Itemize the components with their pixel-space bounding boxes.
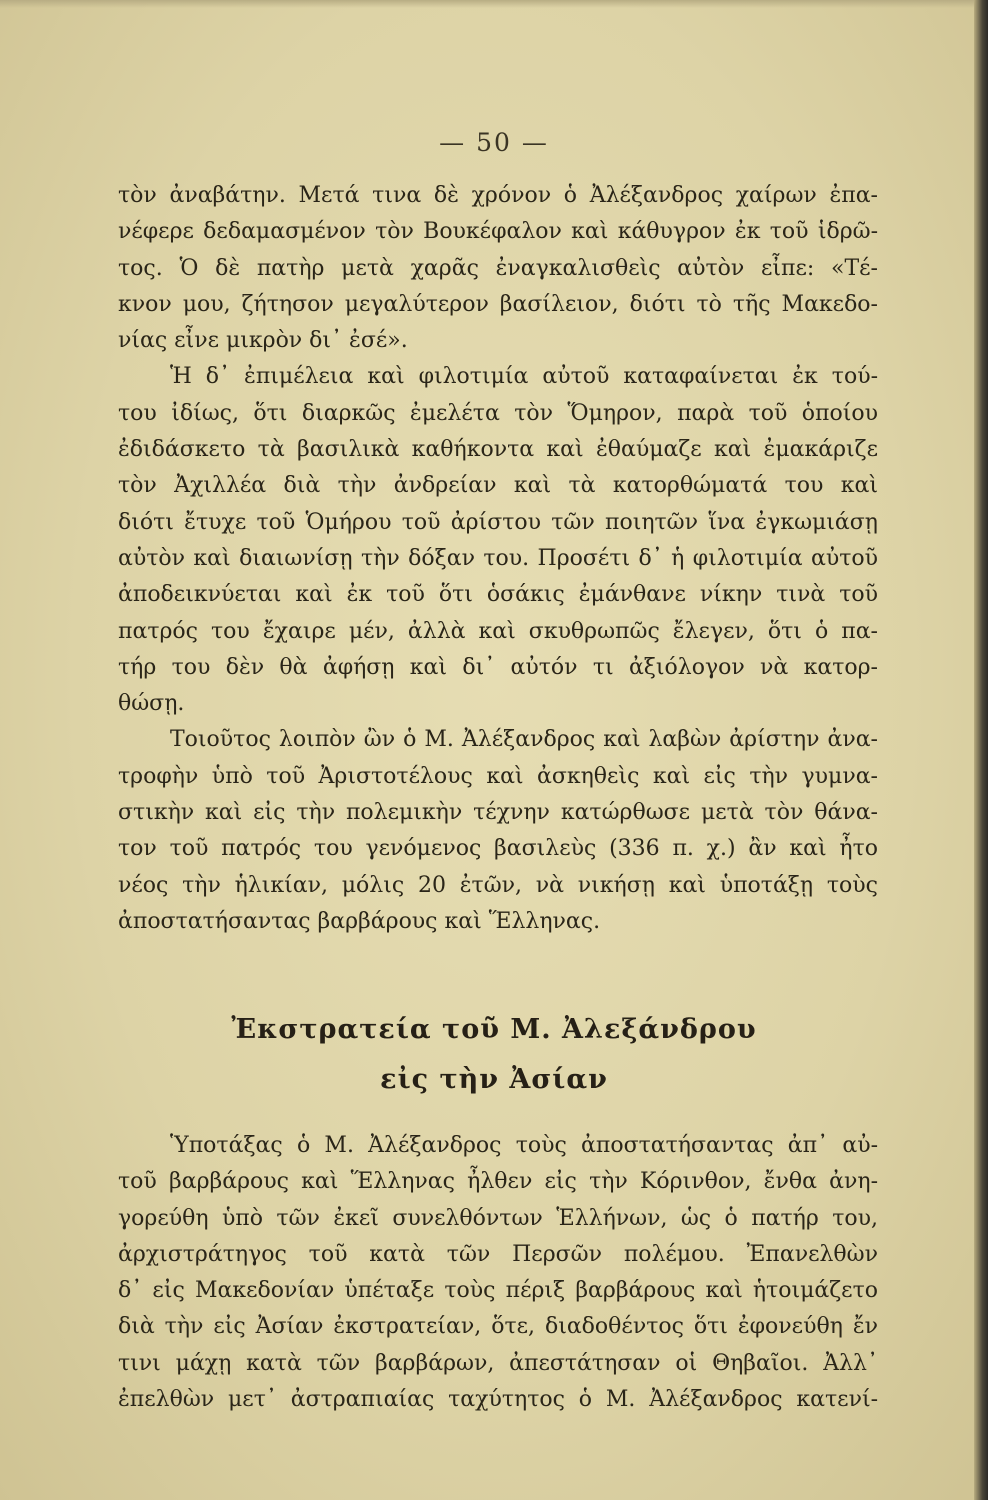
text-line: τος. Ὁ δὲ πατὴρ μετὰ χαρᾶς ἐναγκαλισθεὶς αὐτὸν εἶπε: «Τέ- (118, 255, 878, 281)
text-line: πατρός του ἔχαιρε μέν, ἀλλὰ καὶ σκυθρωπῶς ἔλεγεν, ὅτι ὁ πα- (118, 618, 878, 644)
text-line: ἀρχιστράτηγος τοῦ κατὰ τῶν Περσῶν πολέμου. Ἐπανελθὼν (118, 1241, 878, 1267)
section-text-block (118, 1128, 878, 1418)
section-heading-line-2: εἰς τὴν Ἀσίαν (380, 1064, 608, 1095)
text-line: τήρ του δὲν θὰ ἀφήσῃ καὶ δι᾽ αὐτόν τι ἀξιόλογον νὰ κατορ- (118, 654, 878, 680)
text-line: ἐδιδάσκετο τὰ βασιλικὰ καθήκοντα καὶ ἐθαύμαζε καὶ ἐμακάριζε (118, 437, 878, 463)
text-line: ἀποδεικνύεται καὶ ἐκ τοῦ ὅτι ὁσάκις ἐμάνθανε νίκην τινὰ τοῦ (118, 582, 878, 608)
text-line: Ὑποτάξας ὁ Μ. Ἀλέξανδρος τοὺς ἀποστατήσαντας ἀπ᾽ αὐ- (170, 1133, 878, 1158)
text-line: ἀποστατήσαντας βαρβάρους καὶ Ἕλληνας. (118, 908, 601, 934)
text-line: νέος τὴν ἡλικίαν, μόλις 20 ἐτῶν, νὰ νικήσῃ καὶ ὑποτάξῃ τοὺς (118, 872, 878, 898)
text-line: γορεύθη ὑπὸ τῶν ἐκεῖ συνελθόντων Ἑλλήνων, ὡς ὁ πατήρ του, (118, 1205, 878, 1231)
text-line: Τοιοῦτος λοιπὸν ὢν ὁ Μ. Ἀλέξανδρος καὶ λαβὼν ἀρίστην ἀνα- (170, 727, 878, 753)
text-line: θώσῃ. (118, 691, 185, 717)
text-line: αὐτὸν καὶ διαιωνίσῃ τὴν δόξαν του. Προσέτι δ᾽ ἡ φιλοτιμία αὐτοῦ (118, 545, 878, 571)
text-line: νίας εἶνε μικρὸν δι᾽ ἐσέ». (118, 328, 408, 354)
text-line: τὸν Ἀχιλλέα διὰ τὴν ἀνδρείαν καὶ τὰ κατορθώματά του καὶ (118, 473, 878, 499)
top-edge (0, 0, 988, 8)
text-line: τινι μάχῃ κατὰ τῶν βαρβάρων, ἀπεστάτησαν οἱ Θηβαῖοι. Ἀλλ᾽ (118, 1350, 878, 1376)
text-line: τοῦ βαρβάρους καὶ Ἕλληνας ἦλθεν εἰς τὴν Κόρινθον, ἔνθα ἀνη- (118, 1169, 878, 1195)
text-line: κνον μου, ζήτησον μεγαλύτερον βασίλειον, διότι τὸ τῆς Μακεδο- (118, 291, 878, 317)
text-line: Ἡ δ᾽ ἐπιμέλεια καὶ φιλοτιμία αὐτοῦ καταφαίνεται ἐκ τού- (170, 364, 878, 390)
text-line: στικὴν καὶ εἰς τὴν πολεμικὴν τέχνην κατώρθωσε μετὰ τὸν θάνα- (118, 800, 878, 826)
text-line: τον τοῦ πατρός του γενόμενος βασιλεὺς (336 π. χ.) ἂν καὶ ἦτο (118, 836, 878, 862)
text-line: διὰ τὴν εἰς Ἀσίαν ἐκστρατείαν, ὅτε, διαδοθέντος ὅτι ἐφονεύθη ἔν (118, 1314, 878, 1340)
section-heading-line-1: Ἐκστρατεία τοῦ Μ. Ἀλεξάνδρου (231, 1014, 757, 1045)
text-line: τροφὴν ὑπὸ τοῦ Ἀριστοτέλους καὶ ἀσκηθεὶς καὶ εἰς τὴν γυμνα- (118, 763, 878, 789)
text-line: δ᾽ εἰς Μακεδονίαν ὑπέταξε τοὺς πέριξ βαρβάρους καὶ ἡτοιμάζετο (118, 1278, 878, 1304)
text-line: τὸν ἀναβάτην. Μετά τινα δὲ χρόνον ὁ Ἀλέξανδρος χαίρων ἐπα- (118, 183, 878, 208)
page-number: — 50 — (439, 128, 549, 157)
text-line: διότι ἔτυχε τοῦ Ὁμήρου τοῦ ἀρίστου τῶν ποιητῶν ἵνα ἐγκωμιάσῃ (118, 509, 878, 535)
text-line: του ἰδίως, ὅτι διαρκῶς ἐμελέτα τὸν Ὅμηρον, παρὰ τοῦ ὁποίου (118, 400, 878, 426)
text-line: νέφερε δεδαμασμένον τὸν Βουκέφαλον καὶ κάθυγρον ἐκ τοῦ ἱδρῶ- (118, 219, 878, 245)
text-line: ἐπελθὼν μετ᾽ ἀστραπιαίας ταχύτητος ὁ Μ. Ἀλέξανδρος κατενί- (118, 1387, 878, 1413)
book-spine-edge (974, 0, 988, 1500)
main-text-block (118, 178, 878, 940)
